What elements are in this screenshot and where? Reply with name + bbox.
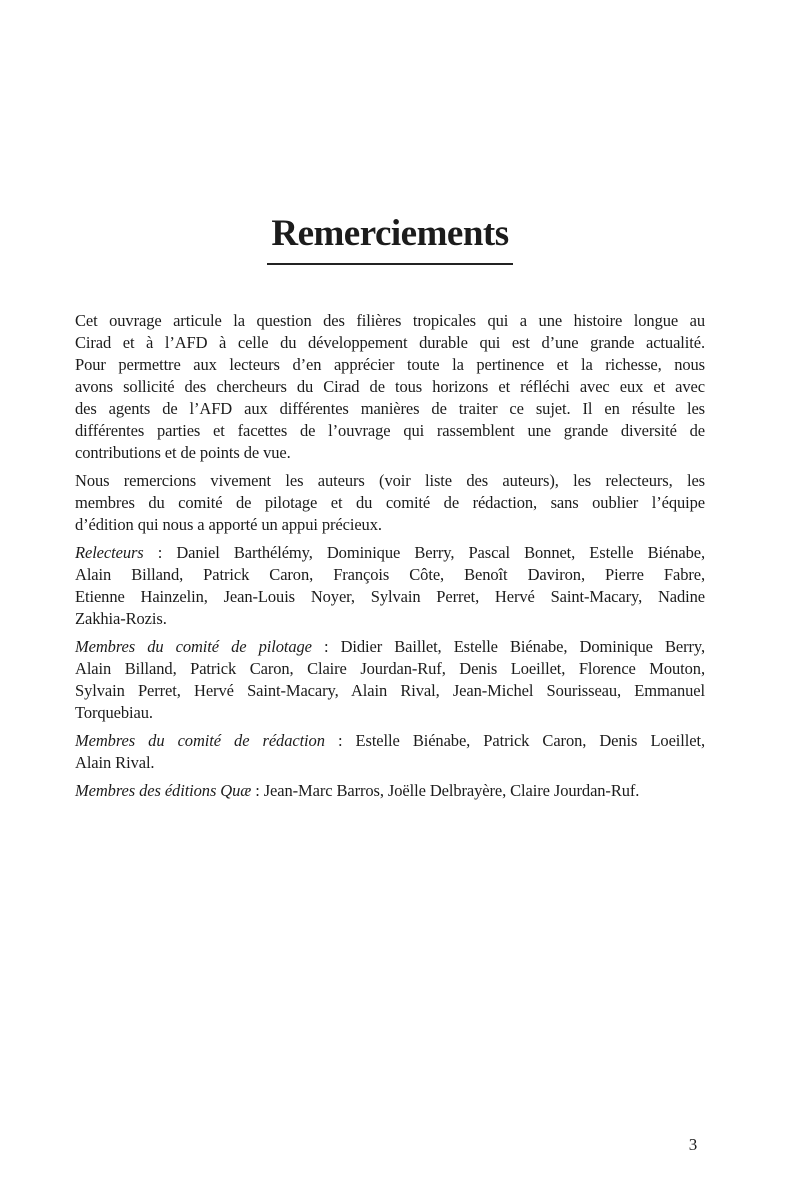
text-line: membres du comité de pilotage et du comité de rédaction, sans oublier l’équipe [75,492,705,512]
title-block [75,214,705,265]
page-content [75,0,705,808]
page-number: 3 [688,1135,698,1154]
text-line: Membres du comité de rédaction : Estelle Biénabe, Patrick Caron, Denis Loeillet, [75,730,705,750]
text-line: Etienne Hainzelin, Jean-Louis Noyer, Sylvain Perret, Hervé Saint-Macary, Nadine [75,586,705,606]
page-title: Remerciements [267,214,512,265]
paragraph-label: Relecteurs [75,542,144,562]
text-line: Alain Billand, Patrick Caron, François Côte, Benoît Daviron, Pierre Fabre, [75,564,705,584]
text-line: Cirad et à l’AFD à celle du développement durable qui est d’une grande actualité. [75,332,705,352]
paragraph [75,730,705,774]
paragraph [75,542,705,630]
body-text [75,310,705,802]
paragraph [75,780,705,802]
text-line: Alain Rival. [75,752,155,772]
text-line: Cet ouvrage articule la question des filières tropicales qui a une histoire longue au [75,310,705,330]
text-line: Zakhia-Rozis. [75,608,167,628]
text-line: Torquebiau. [75,702,153,722]
text-line: Sylvain Perret, Hervé Saint-Macary, Alain Rival, Jean-Michel Sourisseau, Emmanuel [75,680,705,700]
text-line: Alain Billand, Patrick Caron, Claire Jourdan-Ruf, Denis Loeillet, Florence Mouton, [75,658,705,678]
text-line: contributions et de points de vue. [75,442,291,462]
text-line: Nous remercions vivement les auteurs (voir liste des auteurs), les relecteurs, les [75,470,705,490]
text-line: Relecteurs : Daniel Barthélémy, Dominique Berry, Pascal Bonnet, Estelle Biénabe, [75,542,705,562]
text-line: des agents de l’AFD aux différentes manières de traiter ce sujet. Il en résulte les [75,398,705,418]
text-line: Membres des éditions Quæ : Jean-Marc Barros, Joëlle Delbrayère, Claire Jourdan-Ruf. [75,780,640,800]
paragraph [75,470,705,536]
text-line: Pour permettre aux lecteurs d’en apprécier toute la pertinence et la richesse, nous [75,354,705,374]
text-line: différentes parties et facettes de l’ouvrage qui rassemblent une grande diversité de [75,420,705,440]
text-line: avons sollicité des chercheurs du Cirad de tous horizons et réfléchi avec eux et avec [75,376,705,396]
text-line: d’édition qui nous a apporté un appui précieux. [75,514,382,534]
paragraph [75,310,705,464]
paragraph-label: Membres des éditions Quæ [75,780,252,800]
paragraph-label: Membres du comité de rédaction [75,730,325,750]
text-line: Membres du comité de pilotage : Didier Baillet, Estelle Biénabe, Dominique Berry, [75,636,705,656]
paragraph-label: Membres du comité de pilotage [75,636,312,656]
paragraph [75,636,705,724]
